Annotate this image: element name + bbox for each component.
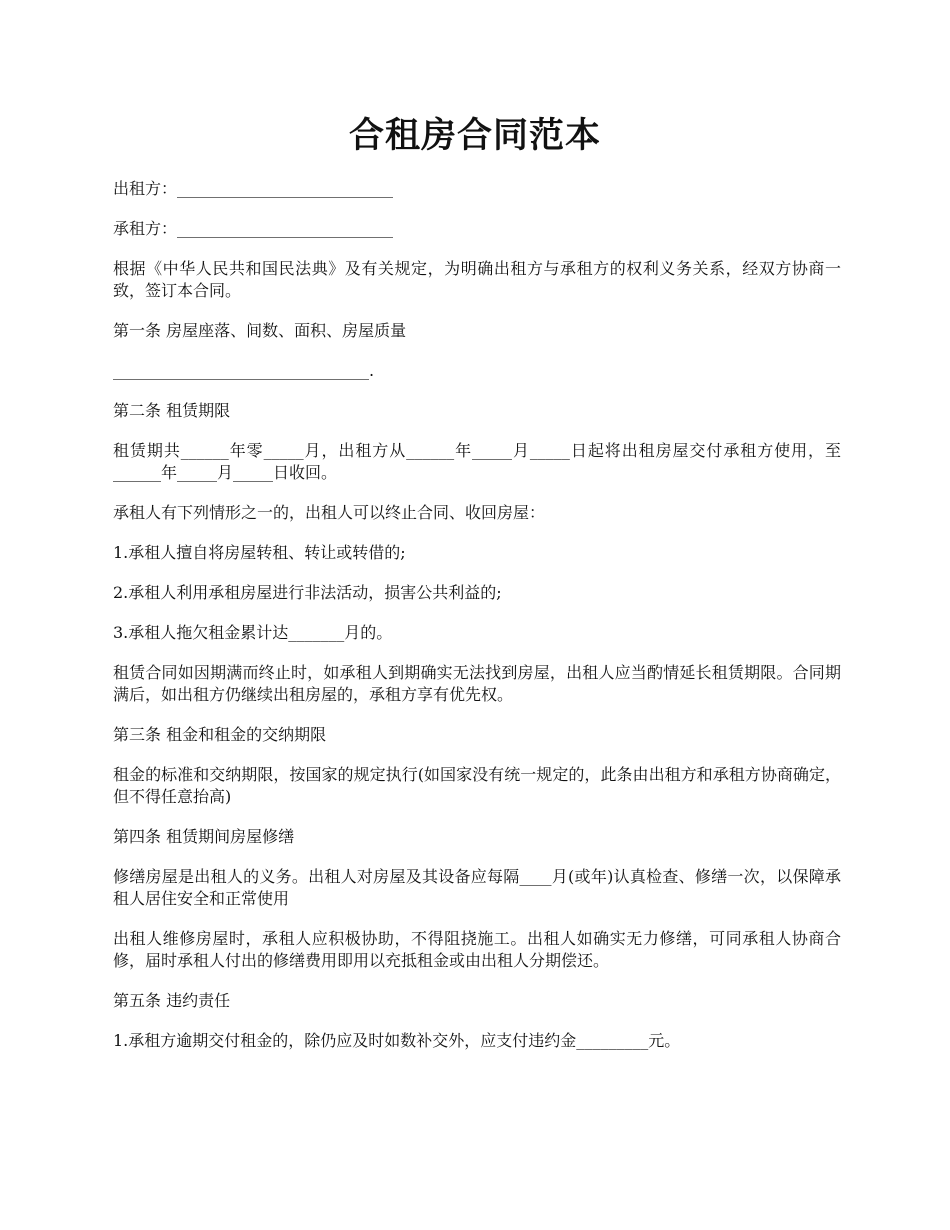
breach-item-1: 1.承租方逾期交付租金的，除仍应及时如数补交外，应支付违约金_________元。 bbox=[113, 1031, 681, 1050]
article-2-heading: 第二条 租赁期限 bbox=[113, 401, 231, 420]
repair-cooperation-paragraph: 出租人维修房屋时，承租人应积极协助，不得阻挠施工。出租人如确实无力修缮，可同承租人协商合修，届时承租人付出的修缮费用即用以充抵租金或由出租人分期偿还。 bbox=[113, 929, 841, 970]
document-title: 合租房合同范本 bbox=[348, 115, 601, 156]
renewal-paragraph: 租赁合同如因期满而终止时，如承租人到期确实无法找到房屋，出租人应当酌情延长租赁期限。合同期满后，如出租方仍继续出租房屋的，承租方享有优先权。 bbox=[113, 663, 841, 704]
article-1-blank-line: ________________________________. bbox=[113, 361, 375, 380]
termination-intro: 承租人有下列情形之一的，出租人可以终止合同、收回房屋： bbox=[113, 503, 546, 522]
article-1-heading: 第一条 房屋座落、间数、面积、房屋质量 bbox=[113, 321, 407, 340]
article-4-heading: 第四条 租赁期间房屋修缮 bbox=[113, 827, 295, 846]
lease-term-paragraph: 租赁期共______年零_____月，出租方从______年_____月_____日起将出租房屋交付承租方使用，至______年_____月_____日收回。 bbox=[113, 441, 841, 482]
preamble-paragraph: 根据《中华人民共和国民法典》及有关规定，为明确出租方与承租方的权利义务关系，经双方协商一致，签订本合同。 bbox=[113, 259, 841, 300]
article-5-heading: 第五条 违约责任 bbox=[113, 991, 231, 1010]
repair-obligation-paragraph: 修缮房屋是出租人的义务。出租人对房屋及其设备应每隔____月(或年)认真检查、修缮一次，以保障承租人居住安全和正常使用 bbox=[113, 867, 841, 908]
rent-standard-paragraph: 租金的标准和交纳期限，按国家的规定执行(如国家没有统一规定的，此条由出租方和承租方协商确定，但不得任意抬高) bbox=[113, 765, 841, 806]
lessee-line: 承租方：___________________________ bbox=[113, 219, 394, 238]
document-body bbox=[113, 178, 841, 1070]
article-3-heading: 第三条 租金和租金的交纳期限 bbox=[113, 725, 327, 744]
lessor-line: 出租方：___________________________ bbox=[113, 179, 394, 198]
termination-item-3: 3.承租人拖欠租金累计达_______月的。 bbox=[113, 623, 393, 642]
termination-item-2: 2.承租人利用承租房屋进行非法活动，损害公共利益的; bbox=[113, 583, 502, 602]
termination-item-1: 1.承租人擅自将房屋转租、转让或转借的; bbox=[113, 543, 406, 562]
